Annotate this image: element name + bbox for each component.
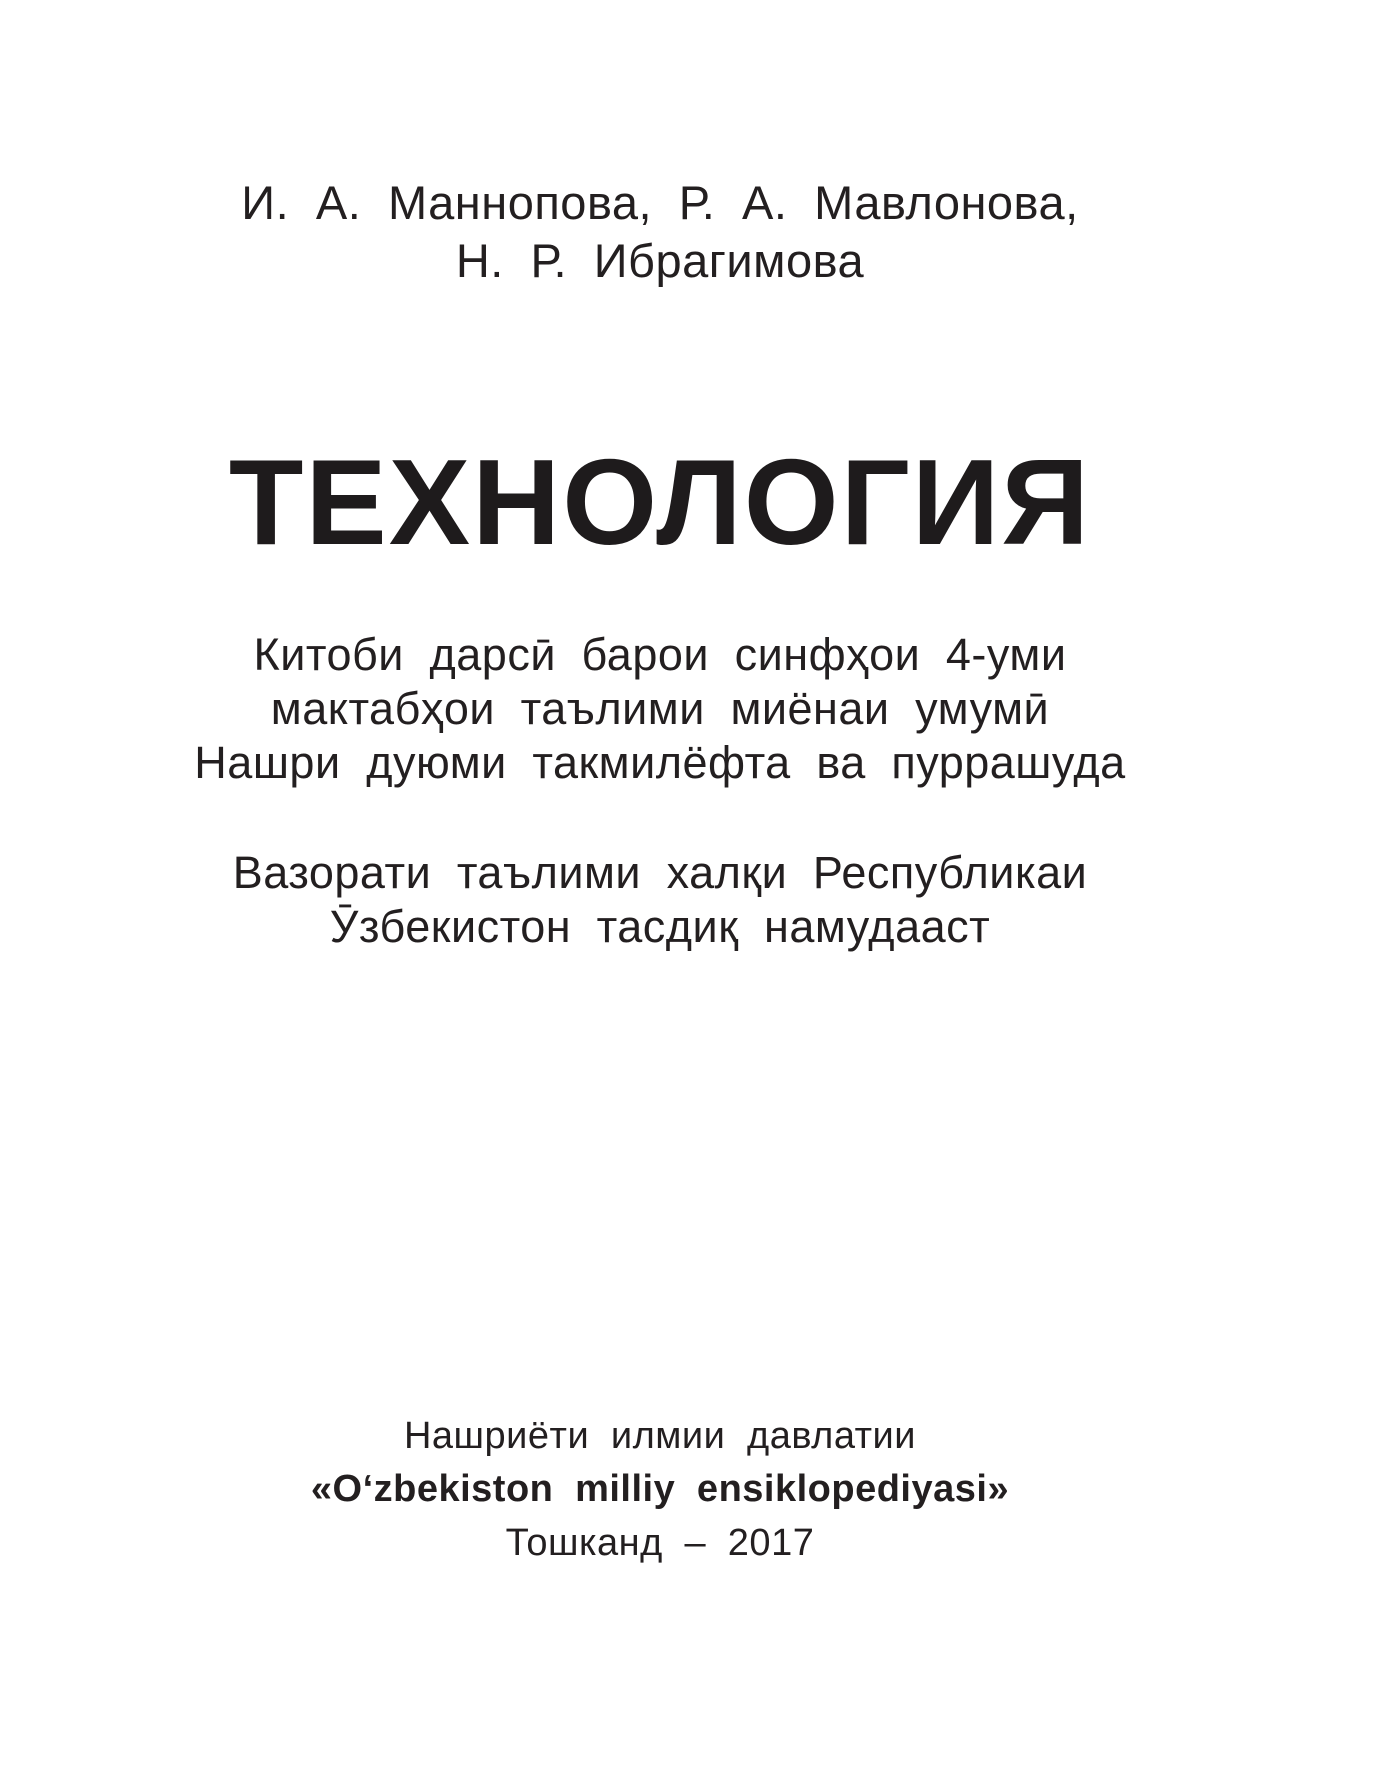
publisher-line-1: Нашриёти илмии давлатии [403, 1415, 916, 1457]
approval-line-1: Вазорати таълими халқи Республикаи [232, 847, 1088, 898]
approval-line-2: Ӯзбекистон тасдиқ намудааст [329, 901, 991, 952]
authors-line-2: Н. Р. Ибрагимова [455, 234, 865, 287]
subtitle-line-1: Китоби дарсӣ барои синфҳои 4-уми [253, 629, 1067, 680]
book-title: ТЕХНОЛОГИЯ [228, 434, 1092, 570]
subtitle-line-2: мактабҳои таълими миёнаи умумӣ [270, 683, 1050, 734]
publisher-name: «O‘zbekiston milliy ensiklopediyasi» [310, 1468, 1010, 1510]
place-and-year: Тошканд – 2017 [505, 1522, 815, 1564]
authors-line-1: И. А. Маннопова, Р. А. Мавлонова, [241, 176, 1079, 229]
edition-line: Нашри дуюми такмилёфта ва пуррашуда [194, 737, 1126, 788]
